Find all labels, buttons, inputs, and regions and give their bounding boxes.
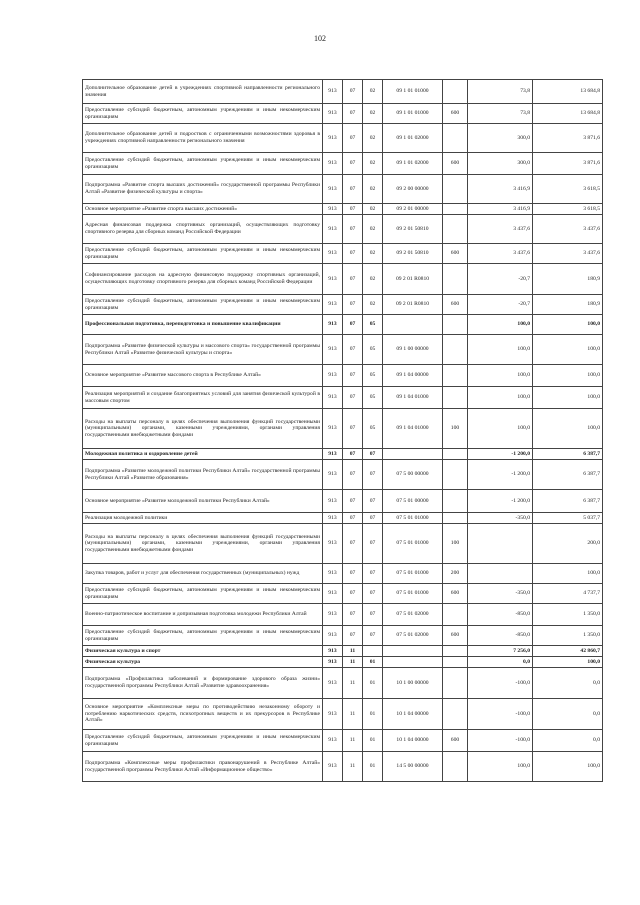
subsection-code: 02 — [363, 80, 383, 104]
target-article-code: 09 1 00 00000 — [383, 335, 443, 365]
amount-total: 3 437,6 — [533, 244, 603, 264]
amount-total: 4 737,7 — [533, 584, 603, 604]
subsection-code: 01 — [363, 668, 383, 699]
expense-type-code — [443, 315, 468, 335]
section-code: 07 — [343, 387, 363, 409]
subsection-code: 01 — [363, 730, 383, 752]
subsection-code — [363, 646, 383, 657]
amount-total: 180,9 — [533, 264, 603, 295]
amount-change: 7 256,0 — [468, 646, 533, 657]
row-name: Молодежная политика и оздоровление детей — [83, 449, 323, 460]
target-article-code — [383, 646, 443, 657]
table-row — [83, 460, 603, 490]
subsection-code: 07 — [363, 513, 383, 524]
row-name: Реализация мероприятий и создание благоприятных условий для занятия физической культурой в массовым спортом — [83, 387, 323, 409]
dept-code: 913 — [323, 668, 343, 699]
amount-total: 6 387,7 — [533, 490, 603, 513]
section-code: 07 — [343, 626, 363, 646]
amount-total: 100,0 — [533, 409, 603, 449]
row-name: Предоставление субсидий бюджетным, автономным учреждениям и иным некоммерческим организациям — [83, 626, 323, 646]
dept-code: 913 — [323, 564, 343, 584]
amount-change: 100,0 — [468, 752, 533, 782]
amount-change: 3 437,6 — [468, 215, 533, 244]
table-row — [83, 215, 603, 244]
section-code: 07 — [343, 513, 363, 524]
row-name: Софинансирование расходов на адресную финансовую поддержку спортивных организаций, осуществляющих подготовку спортивного резерва для сборных команд Российской Федерации — [83, 264, 323, 295]
table-row — [83, 80, 603, 104]
row-name: Военно-патриотическое воспитание и допризывная подготовка молодежи Республики Алтай — [83, 604, 323, 626]
row-name: Физическая культура — [83, 657, 323, 668]
row-name: Подпрограмма «Развитие физической культуры и массового спорта» государственной программы Республики Алтай «Развитие физической культуры и спорта» — [83, 335, 323, 365]
target-article-code: 09 1 01 01000 — [383, 80, 443, 104]
expense-type-code — [443, 204, 468, 215]
expense-type-code — [443, 387, 468, 409]
amount-total: 3 618,5 — [533, 204, 603, 215]
dept-code: 913 — [323, 124, 343, 153]
subsection-code: 05 — [363, 387, 383, 409]
section-code: 07 — [343, 315, 363, 335]
amount-change: -1 200,0 — [468, 449, 533, 460]
amount-change: -850,0 — [468, 604, 533, 626]
subsection-code: 02 — [363, 204, 383, 215]
subsection-code: 07 — [363, 460, 383, 490]
table-row — [83, 335, 603, 365]
budget-table — [82, 79, 603, 782]
table-row — [83, 315, 603, 335]
subsection-code: 02 — [363, 104, 383, 124]
section-code: 07 — [343, 524, 363, 564]
expense-type-code — [443, 80, 468, 104]
table-row — [83, 490, 603, 513]
row-name: Дополнительное образование детей и подростков с ограниченными возможностями здоровья в учреждениях спортивной направленности регионального значения — [83, 124, 323, 153]
subsection-code: 02 — [363, 244, 383, 264]
amount-total: 3 618,5 — [533, 175, 603, 204]
subsection-code: 07 — [363, 626, 383, 646]
amount-change: 300,0 — [468, 153, 533, 175]
amount-change: -20,7 — [468, 264, 533, 295]
subsection-code: 05 — [363, 365, 383, 387]
table-row — [83, 244, 603, 264]
dept-code: 913 — [323, 657, 343, 668]
dept-code: 913 — [323, 626, 343, 646]
row-name: Основное мероприятие «Комплексные меры по противодействию незаконному обороту и потреблению наркотических средств, психотропных веществ и их прекурсоров в Республике Алтай» — [83, 699, 323, 730]
expense-type-code: 600 — [443, 153, 468, 175]
section-code: 07 — [343, 604, 363, 626]
table-row — [83, 175, 603, 204]
subsection-code: 05 — [363, 335, 383, 365]
section-code: 07 — [343, 295, 363, 315]
target-article-code: 09 2 01 50810 — [383, 244, 443, 264]
subsection-code: 01 — [363, 752, 383, 782]
subsection-code: 07 — [363, 490, 383, 513]
amount-total: 1 350,0 — [533, 626, 603, 646]
target-article-code: 09 2 01 00000 — [383, 204, 443, 215]
section-code: 07 — [343, 175, 363, 204]
amount-total: 3 437,6 — [533, 215, 603, 244]
dept-code: 913 — [323, 699, 343, 730]
expense-type-code — [443, 215, 468, 244]
expense-type-code — [443, 124, 468, 153]
dept-code: 913 — [323, 646, 343, 657]
row-name: Основное мероприятие «Развитие массового спорта в Республике Алтай» — [83, 365, 323, 387]
expense-type-code — [443, 365, 468, 387]
amount-change: 3 416,9 — [468, 175, 533, 204]
dept-code: 913 — [323, 264, 343, 295]
expense-type-code — [443, 604, 468, 626]
row-name: Предоставление субсидий бюджетным, автономным учреждениям и иным некоммерческим организациям — [83, 295, 323, 315]
section-code: 11 — [343, 730, 363, 752]
expense-type-code: 600 — [443, 104, 468, 124]
dept-code: 913 — [323, 204, 343, 215]
dept-code: 913 — [323, 215, 343, 244]
amount-change: 100,0 — [468, 409, 533, 449]
dept-code: 913 — [323, 175, 343, 204]
row-name: Подпрограмма «Развитие спорта высших достижений» государственной программы Республики Алтай «Развитие физической культуры и спорта» — [83, 175, 323, 204]
expense-type-code — [443, 513, 468, 524]
row-name: Подпрограмма «Комплексные меры профилактики правонарушений в Республике Алтай» государственной программы Республики Алтай «Информационное общество» — [83, 752, 323, 782]
table-row — [83, 604, 603, 626]
section-code: 07 — [343, 124, 363, 153]
amount-total: 180,9 — [533, 295, 603, 315]
subsection-code: 02 — [363, 215, 383, 244]
expense-type-code: 600 — [443, 584, 468, 604]
amount-change: 3 416,9 — [468, 204, 533, 215]
target-article-code: 10 1 00 00000 — [383, 668, 443, 699]
dept-code: 913 — [323, 524, 343, 564]
expense-type-code: 600 — [443, 244, 468, 264]
subsection-code: 02 — [363, 264, 383, 295]
subsection-code: 05 — [363, 409, 383, 449]
dept-code: 913 — [323, 153, 343, 175]
dept-code: 913 — [323, 315, 343, 335]
amount-change: -350,0 — [468, 513, 533, 524]
subsection-code: 01 — [363, 699, 383, 730]
row-name: Основное мероприятие «Развитие спорта высших достижений» — [83, 204, 323, 215]
subsection-code: 07 — [363, 604, 383, 626]
dept-code: 913 — [323, 730, 343, 752]
expense-type-code — [443, 175, 468, 204]
amount-total: 1 350,0 — [533, 604, 603, 626]
expense-type-code: 200 — [443, 564, 468, 584]
amount-total: 6 387,7 — [533, 460, 603, 490]
section-code: 07 — [343, 204, 363, 215]
row-name: Предоставление субсидий бюджетным, автономным учреждениям и иным некоммерческим организациям — [83, 153, 323, 175]
target-article-code: 07 5 00 00000 — [383, 460, 443, 490]
target-article-code: 09 2 01 R0810 — [383, 264, 443, 295]
section-code: 11 — [343, 668, 363, 699]
subsection-code: 02 — [363, 124, 383, 153]
section-code: 07 — [343, 584, 363, 604]
table-row — [83, 409, 603, 449]
expense-type-code — [443, 264, 468, 295]
table-row — [83, 204, 603, 215]
row-name: Предоставление субсидий бюджетным, автономным учреждениям и иным некоммерческим организациям — [83, 730, 323, 752]
row-name: Основное мероприятие «Развитие молодежной политики Республики Алтай» — [83, 490, 323, 513]
amount-total: 0,0 — [533, 730, 603, 752]
amount-total: 0,0 — [533, 668, 603, 699]
amount-change: 100,0 — [468, 365, 533, 387]
subsection-code: 07 — [363, 564, 383, 584]
subsection-code: 02 — [363, 153, 383, 175]
section-code: 07 — [343, 564, 363, 584]
dept-code: 913 — [323, 104, 343, 124]
subsection-code: 05 — [363, 315, 383, 335]
subsection-code: 07 — [363, 449, 383, 460]
expense-type-code — [443, 657, 468, 668]
amount-total: 200,0 — [533, 524, 603, 564]
amount-change: -850,0 — [468, 626, 533, 646]
table-row — [83, 752, 603, 782]
amount-total: 100,0 — [533, 387, 603, 409]
row-name: Дополнительное образование детей в учреждениях спортивной направленности регионального значения — [83, 80, 323, 104]
expense-type-code — [443, 490, 468, 513]
dept-code: 913 — [323, 584, 343, 604]
row-name: Предоставление субсидий бюджетным, автономным учреждениям и иным некоммерческим организациям — [83, 244, 323, 264]
expense-type-code — [443, 646, 468, 657]
row-name: Профессиональная подготовка, переподготовка и повышение квалификации — [83, 315, 323, 335]
table-row — [83, 668, 603, 699]
dept-code: 913 — [323, 449, 343, 460]
table-row — [83, 626, 603, 646]
target-article-code: 09 1 01 02000 — [383, 124, 443, 153]
subsection-code: 07 — [363, 584, 383, 604]
amount-change: -100,0 — [468, 730, 533, 752]
dept-code: 913 — [323, 460, 343, 490]
amount-total: 100,0 — [533, 335, 603, 365]
table-row — [83, 584, 603, 604]
target-article-code: 07 5 01 01000 — [383, 564, 443, 584]
table-row — [83, 365, 603, 387]
table-row — [83, 264, 603, 295]
section-code: 07 — [343, 490, 363, 513]
section-code: 07 — [343, 104, 363, 124]
table-row — [83, 104, 603, 124]
target-article-code: 09 1 01 01000 — [383, 104, 443, 124]
subsection-code: 02 — [363, 175, 383, 204]
target-article-code — [383, 315, 443, 335]
section-code: 07 — [343, 365, 363, 387]
amount-change: 100,0 — [468, 315, 533, 335]
row-name: Расходы на выплаты персоналу в целях обеспечения выполнения функций государственными (муниципальными) органами, казенными учреждениями, органами управления государственными внебюджетными фондами — [83, 524, 323, 564]
dept-code: 913 — [323, 409, 343, 449]
dept-code: 913 — [323, 365, 343, 387]
table-row — [83, 524, 603, 564]
table-row — [83, 153, 603, 175]
expense-type-code — [443, 449, 468, 460]
amount-total: 0,0 — [533, 699, 603, 730]
expense-type-code — [443, 335, 468, 365]
section-code: 07 — [343, 153, 363, 175]
amount-change: 73,8 — [468, 80, 533, 104]
section-code: 07 — [343, 264, 363, 295]
expense-type-code — [443, 460, 468, 490]
amount-change: -1 200,0 — [468, 490, 533, 513]
table-row — [83, 657, 603, 668]
dept-code: 913 — [323, 335, 343, 365]
target-article-code: 07 5 01 02000 — [383, 604, 443, 626]
section-code: 07 — [343, 244, 363, 264]
target-article-code: 07 5 01 02000 — [383, 626, 443, 646]
section-code: 07 — [343, 80, 363, 104]
expense-type-code: 600 — [443, 730, 468, 752]
table-row — [83, 564, 603, 584]
section-code: 11 — [343, 699, 363, 730]
row-name: Расходы на выплаты персоналу в целях обеспечения выполнения функций государственными (муниципальными) органами, казенными учреждениями, органами управления государственными внебюджетными фондами — [83, 409, 323, 449]
amount-total: 3 871,6 — [533, 153, 603, 175]
dept-code: 913 — [323, 513, 343, 524]
subsection-code: 01 — [363, 657, 383, 668]
table-row — [83, 449, 603, 460]
target-article-code: 07 5 01 01000 — [383, 524, 443, 564]
amount-change: 0,0 — [468, 657, 533, 668]
dept-code: 913 — [323, 387, 343, 409]
row-name: Реализация молодежной политики — [83, 513, 323, 524]
target-article-code: 09 1 04 01000 — [383, 387, 443, 409]
amount-total: 13 684,8 — [533, 104, 603, 124]
target-article-code: 14 5 00 00000 — [383, 752, 443, 782]
target-article-code: 09 2 01 50810 — [383, 215, 443, 244]
amount-total: 5 037,7 — [533, 513, 603, 524]
dept-code: 913 — [323, 604, 343, 626]
section-code: 07 — [343, 449, 363, 460]
amount-change: 100,0 — [468, 387, 533, 409]
section-code: 07 — [343, 460, 363, 490]
amount-change: -1 200,0 — [468, 460, 533, 490]
expense-type-code: 600 — [443, 626, 468, 646]
amount-total: 100,0 — [533, 315, 603, 335]
amount-total: 100,0 — [533, 365, 603, 387]
table-row — [83, 513, 603, 524]
section-code: 07 — [343, 215, 363, 244]
section-code: 11 — [343, 657, 363, 668]
expense-type-code — [443, 752, 468, 782]
row-name: Физическая культура и спорт — [83, 646, 323, 657]
target-article-code: 10 1 04 00000 — [383, 699, 443, 730]
section-code: 11 — [343, 752, 363, 782]
target-article-code — [383, 449, 443, 460]
row-name: Подпрограмма «Профилактика заболеваний и формирование здорового образа жизни» государственной программы Республики Алтай «Развитие здравоохранения» — [83, 668, 323, 699]
table-row — [83, 387, 603, 409]
target-article-code: 09 1 04 00000 — [383, 365, 443, 387]
amount-total: 100,0 — [533, 564, 603, 584]
expense-type-code: 600 — [443, 295, 468, 315]
amount-total: 13 684,8 — [533, 80, 603, 104]
table-row — [83, 124, 603, 153]
amount-change — [468, 564, 533, 584]
amount-change: 300,0 — [468, 124, 533, 153]
subsection-code: 02 — [363, 295, 383, 315]
expense-type-code — [443, 699, 468, 730]
table-row — [83, 699, 603, 730]
table-row — [83, 730, 603, 752]
target-article-code: 07 5 01 01000 — [383, 584, 443, 604]
target-article-code — [383, 657, 443, 668]
amount-change: 100,0 — [468, 335, 533, 365]
amount-total: 100,0 — [533, 657, 603, 668]
amount-change: 73,8 — [468, 104, 533, 124]
amount-total: 6 387,7 — [533, 449, 603, 460]
target-article-code: 09 2 01 R0810 — [383, 295, 443, 315]
page-number: 102 — [314, 34, 326, 43]
expense-type-code — [443, 668, 468, 699]
row-name: Закупка товаров, работ и услуг для обеспечения государственных (муниципальных) нужд — [83, 564, 323, 584]
dept-code: 913 — [323, 490, 343, 513]
amount-change: -100,0 — [468, 699, 533, 730]
row-name: Предоставление субсидий бюджетным, автономным учреждениям и иным некоммерческим организациям — [83, 584, 323, 604]
amount-change: 3 437,6 — [468, 244, 533, 264]
section-code: 11 — [343, 646, 363, 657]
table-row — [83, 646, 603, 657]
target-article-code: 09 1 01 02000 — [383, 153, 443, 175]
section-code: 07 — [343, 335, 363, 365]
table-row — [83, 295, 603, 315]
amount-total: 42 860,7 — [533, 646, 603, 657]
dept-code: 913 — [323, 244, 343, 264]
expense-type-code: 100 — [443, 524, 468, 564]
dept-code: 913 — [323, 752, 343, 782]
amount-total: 3 871,6 — [533, 124, 603, 153]
dept-code: 913 — [323, 295, 343, 315]
dept-code: 913 — [323, 80, 343, 104]
amount-total: 100,0 — [533, 752, 603, 782]
amount-change: -100,0 — [468, 668, 533, 699]
section-code: 07 — [343, 409, 363, 449]
amount-change: -350,0 — [468, 584, 533, 604]
amount-change — [468, 524, 533, 564]
target-article-code: 07 5 01 01000 — [383, 513, 443, 524]
subsection-code: 07 — [363, 524, 383, 564]
amount-change: -20,7 — [468, 295, 533, 315]
expense-type-code: 100 — [443, 409, 468, 449]
row-name: Подпрограмма «Развитие молодежной политики Республики Алтай» государственной программы Республики Алтай «Развитие образования» — [83, 460, 323, 490]
target-article-code: 09 1 04 01000 — [383, 409, 443, 449]
target-article-code: 07 5 01 00000 — [383, 490, 443, 513]
row-name: Предоставление субсидий бюджетным, автономным учреждениям и иным некоммерческим организациям — [83, 104, 323, 124]
target-article-code: 10 1 04 00000 — [383, 730, 443, 752]
target-article-code: 09 2 00 00000 — [383, 175, 443, 204]
row-name: Адресная финансовая поддержка спортивных организаций, осуществляющих подготовку спортивного резерва для сборных команд Российской Федерации — [83, 215, 323, 244]
